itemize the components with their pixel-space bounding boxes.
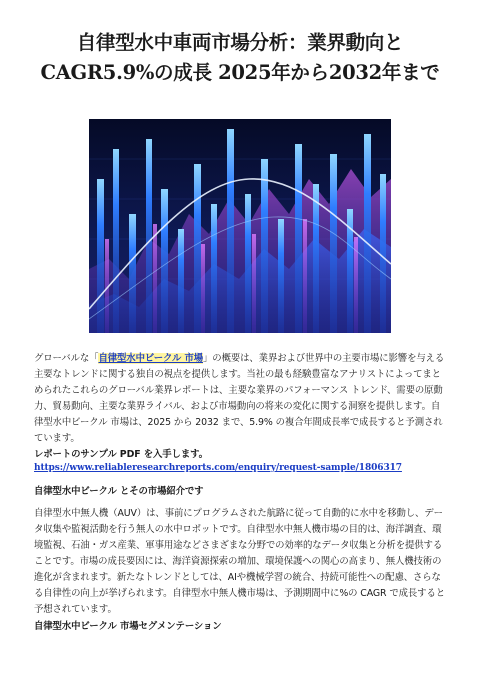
sample-url-link[interactable]: https://www.reliableresearchreports.com/enquiry/request-sample/1806317 bbox=[34, 463, 402, 473]
market-link[interactable]: 自律型水中ビークル 市場 bbox=[98, 353, 204, 364]
sample-heading: レポートのサンプル PDF を入手します。 bbox=[34, 449, 208, 460]
title-line-1: 自律型水中車両市場分析：業界動向と bbox=[76, 31, 404, 54]
page-title bbox=[24, 28, 456, 88]
market-chart-illustration-icon bbox=[89, 119, 391, 333]
intro-text-before: グローバルな「 bbox=[34, 353, 99, 364]
hero-image bbox=[89, 119, 391, 333]
overview-paragraph: 自律型水中無人機（AUV）は、事前にプログラムされた航路に従って自動的に水中を移動し、データ収集や監視活動を行う無人の水中ロボットです。自律型水中無人機市場の目的は、海洋調査、環境監視、石油・ガス産業、軍事用途などさまざまな分野での効率的なデータ収集と分析を提供することです。市場の成長要因には、海洋資源探索の増加、環境保護への関心の高まり、無人機技術の進化が含まれます。新たなトレンドとしては、AIや機械学習の統合、持続可能性への配慮、さらなる自律性の向上が挙げられます。自律型水中無人機市場は、予測期間中に%の CAGR で成長すると予想されています。 bbox=[34, 508, 445, 615]
title-line-2: CAGR5.9%の成長 2025年から2032年まで bbox=[40, 61, 440, 84]
intro-text-after: 」の概要は、業界および世界中の主要市場に影響を与える主要なトレンドに関する独自の視点を提供します。当社の最も経験豊富なアナリストによってまとめられたこれらのグローバル業界レポートは、主要な業界のパフォーマンス トレンド、需要の原動力、貿易動向、主要な業界ライバル、および市場動向の将来の変化に関する洞察を提供します。自律型水中ビークル 市場は、2025 から 2032 まで、5.9% の複合年間成長率で成長すると予測されています。 bbox=[34, 353, 445, 444]
overview-heading: 自律型水中ビークル とその市場紹介です bbox=[34, 486, 204, 497]
intro-paragraph bbox=[34, 351, 448, 447]
segmentation-heading: 自律型水中ビークル 市場セグメンテーション bbox=[34, 621, 222, 632]
